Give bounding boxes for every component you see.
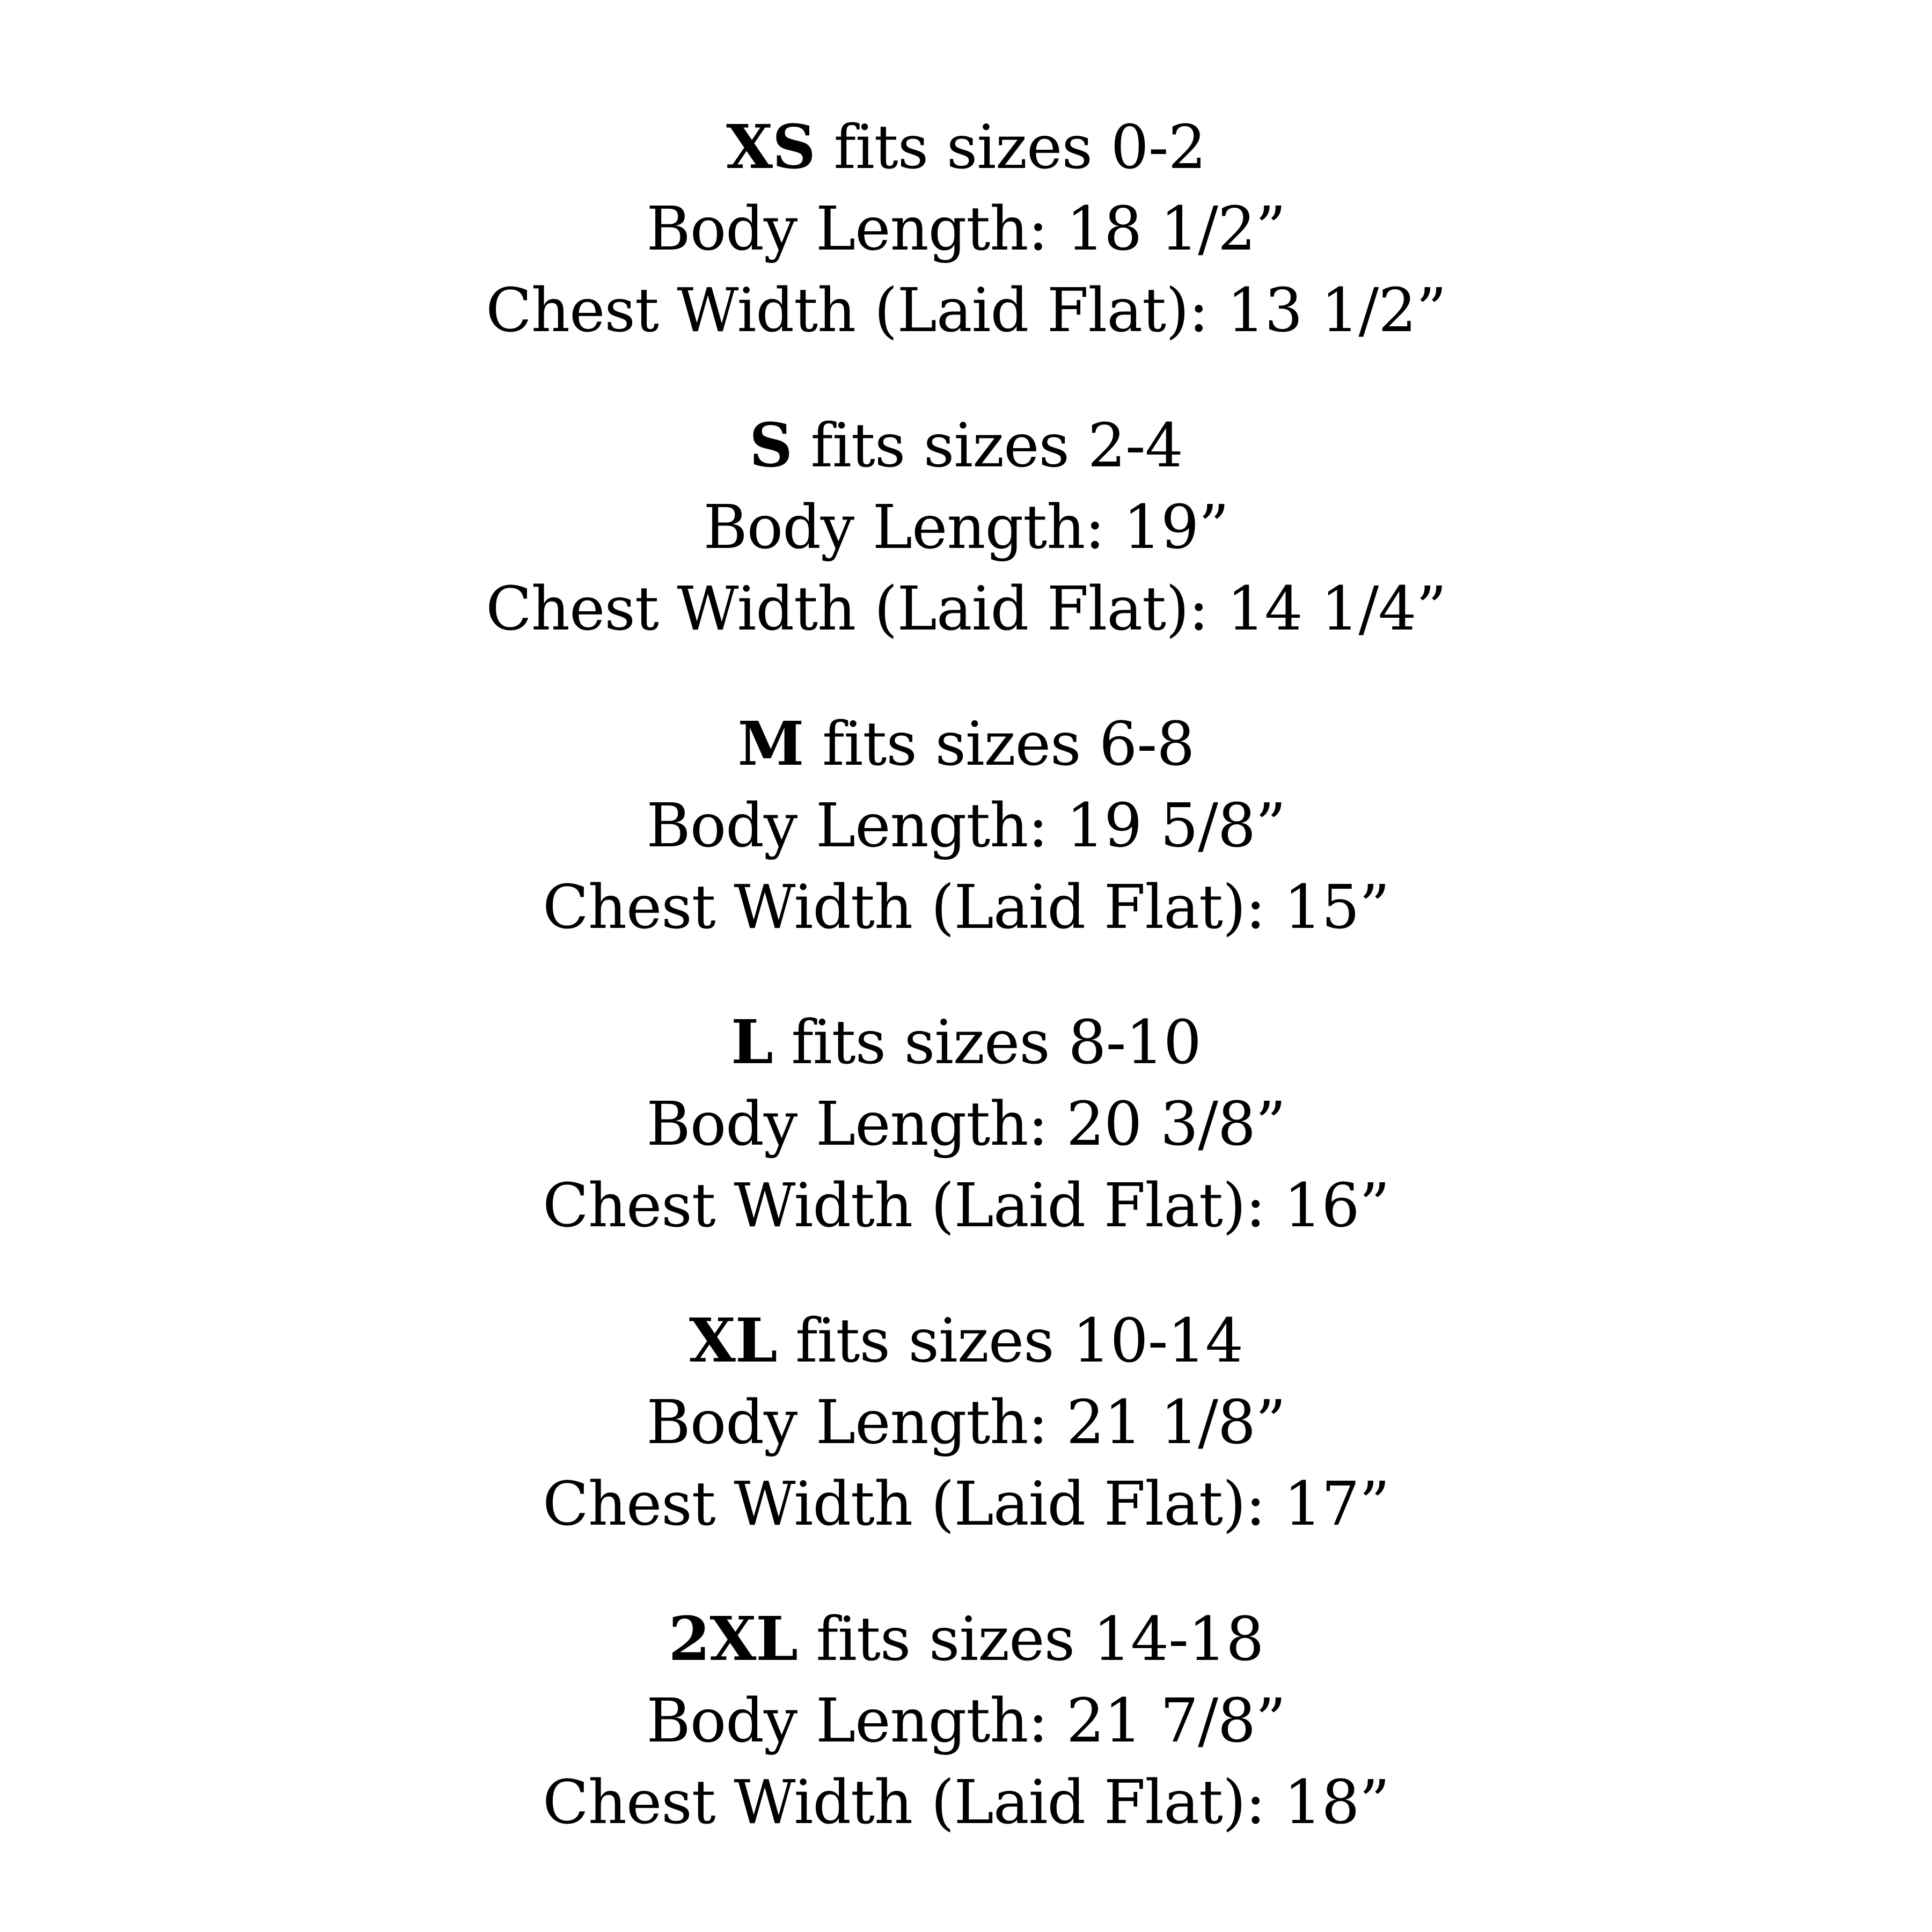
fits-text: fits sizes 8-10 xyxy=(772,1008,1201,1078)
chest-width: Chest Width (Laid Flat): 13 1/2” xyxy=(486,276,1446,346)
fits-text: fits sizes 10-14 xyxy=(777,1306,1243,1376)
chest-width: Chest Width (Laid Flat): 18” xyxy=(543,1768,1389,1838)
size-heading xyxy=(0,1002,1932,1083)
size-heading xyxy=(0,406,1932,486)
size-code: XL xyxy=(689,1306,777,1376)
size-heading xyxy=(0,704,1932,785)
size-heading xyxy=(0,107,1932,188)
body-length: Body Length: 19” xyxy=(703,493,1229,562)
size-code: M xyxy=(737,709,804,779)
body-length: Body Length: 21 1/8” xyxy=(646,1388,1286,1458)
size-code: S xyxy=(749,411,792,481)
chest-width: Chest Width (Laid Flat): 15” xyxy=(543,873,1389,942)
chest-width: Chest Width (Laid Flat): 14 1/4” xyxy=(486,574,1446,644)
fits-text: fits sizes 6-8 xyxy=(803,709,1195,779)
fits-text: fits sizes 0-2 xyxy=(815,113,1206,182)
body-length: Body Length: 19 5/8” xyxy=(646,791,1286,861)
body-length: Body Length: 18 1/2” xyxy=(646,194,1286,264)
size-code: L xyxy=(731,1007,773,1078)
size-heading xyxy=(0,1301,1932,1381)
size-code: XS xyxy=(726,112,815,182)
size-code: 2XL xyxy=(668,1604,798,1674)
body-length: Body Length: 20 3/8” xyxy=(646,1089,1286,1159)
fits-text: fits sizes 2-4 xyxy=(792,411,1183,481)
chest-width: Chest Width (Laid Flat): 17” xyxy=(543,1469,1389,1539)
fits-text: fits sizes 14-18 xyxy=(797,1605,1264,1674)
size-heading xyxy=(0,1599,1932,1680)
body-length: Body Length: 21 7/8” xyxy=(646,1686,1286,1756)
chest-width: Chest Width (Laid Flat): 16” xyxy=(543,1171,1389,1241)
